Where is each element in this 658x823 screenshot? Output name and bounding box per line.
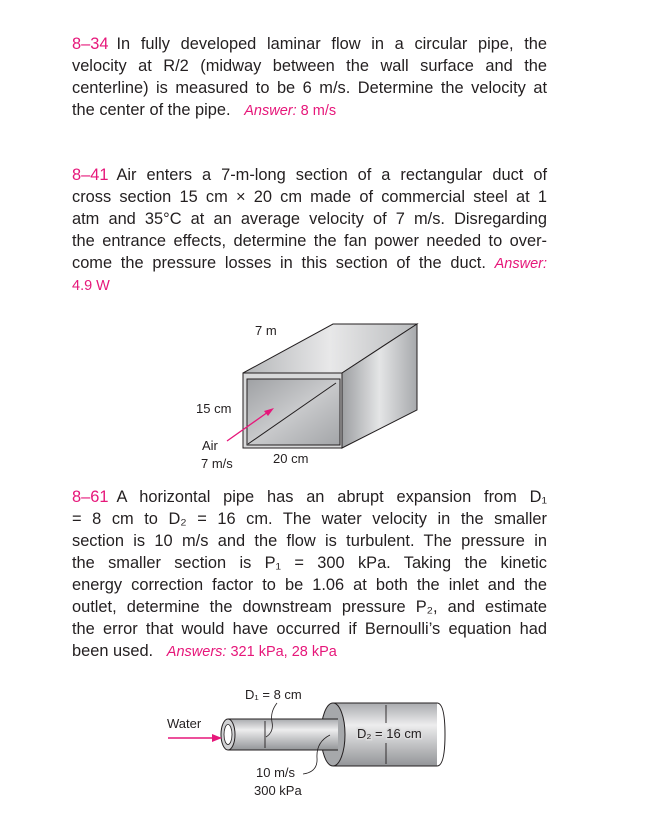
problem-text-line: = 8 cm to D₂ = 16 cm. The water velocity in the smaller — [72, 510, 547, 528]
problem-text-line: section is 10 m/s and the flow is turbulent. The pressure in — [72, 532, 547, 550]
problem-text-line: In fully developed laminar flow in a circular pipe, the — [116, 35, 547, 53]
air-label: Air — [202, 438, 218, 453]
problem-text-line: velocity at R/2 (midway between the wall surface and the — [72, 57, 547, 75]
water-label: Water — [167, 716, 202, 731]
duct-length-label: 7 m — [255, 323, 277, 338]
air-velocity-label: 7 m/s — [201, 456, 233, 471]
problem-number: 8–61 — [72, 488, 109, 506]
d1-label: D₁ = 8 cm — [245, 687, 302, 702]
problem-text-line: the error that would have occurred if Bernoulli’s equation had — [72, 620, 547, 638]
answer-label: Answer: — [494, 256, 547, 272]
pressure-label: 300 kPa — [254, 783, 302, 798]
d2-label: D₂ = 16 cm — [357, 726, 422, 741]
problem-text-line: cross section 15 cm × 20 cm made of commercial steel at 1 — [72, 188, 547, 206]
problem-number: 8–34 — [72, 35, 109, 53]
duct-height-label: 15 cm — [196, 401, 232, 416]
problem-text-line: Air enters a 7-m-long section of a rectangular duct of — [116, 166, 547, 184]
problem-text-line: come the pressure losses in this section of the duct. — [72, 254, 486, 272]
problem-text-line: energy correction factor to be 1.06 at both the inlet and the — [72, 576, 547, 594]
problem-number: 8–41 — [72, 166, 109, 184]
arrow-head-icon — [212, 734, 222, 742]
velocity-label: 10 m/s — [256, 765, 296, 780]
problem-text-line: been used. — [72, 642, 154, 660]
problem-text-line: the smaller section is P₁ = 300 kPa. Taking the kinetic — [72, 554, 547, 572]
answer: 4.9 W — [72, 278, 110, 294]
problem-text-line: outlet, determine the downstream pressure P₂, and estimate — [72, 598, 547, 616]
problem-text-line: centerline) is measured to be 6 m/s. Determine the velocity at — [72, 79, 547, 97]
problem-text-line: atm and 35°C at an average velocity of 7 m/s. Disregarding — [72, 210, 547, 228]
problem-text-line: the center of the pipe. — [72, 101, 231, 119]
answer: Answer: 8 m/s — [244, 103, 337, 119]
small-pipe-body — [228, 719, 338, 750]
small-pipe-bore — [224, 725, 232, 745]
answer: Answers: 321 kPa, 28 kPa — [166, 644, 337, 660]
problem-text-line: the entrance effects, determine the fan power needed to over- — [72, 232, 547, 250]
problem-text-line: A horizontal pipe has an abrupt expansion from D₁ — [116, 488, 547, 506]
duct-width-label: 20 cm — [273, 451, 309, 466]
